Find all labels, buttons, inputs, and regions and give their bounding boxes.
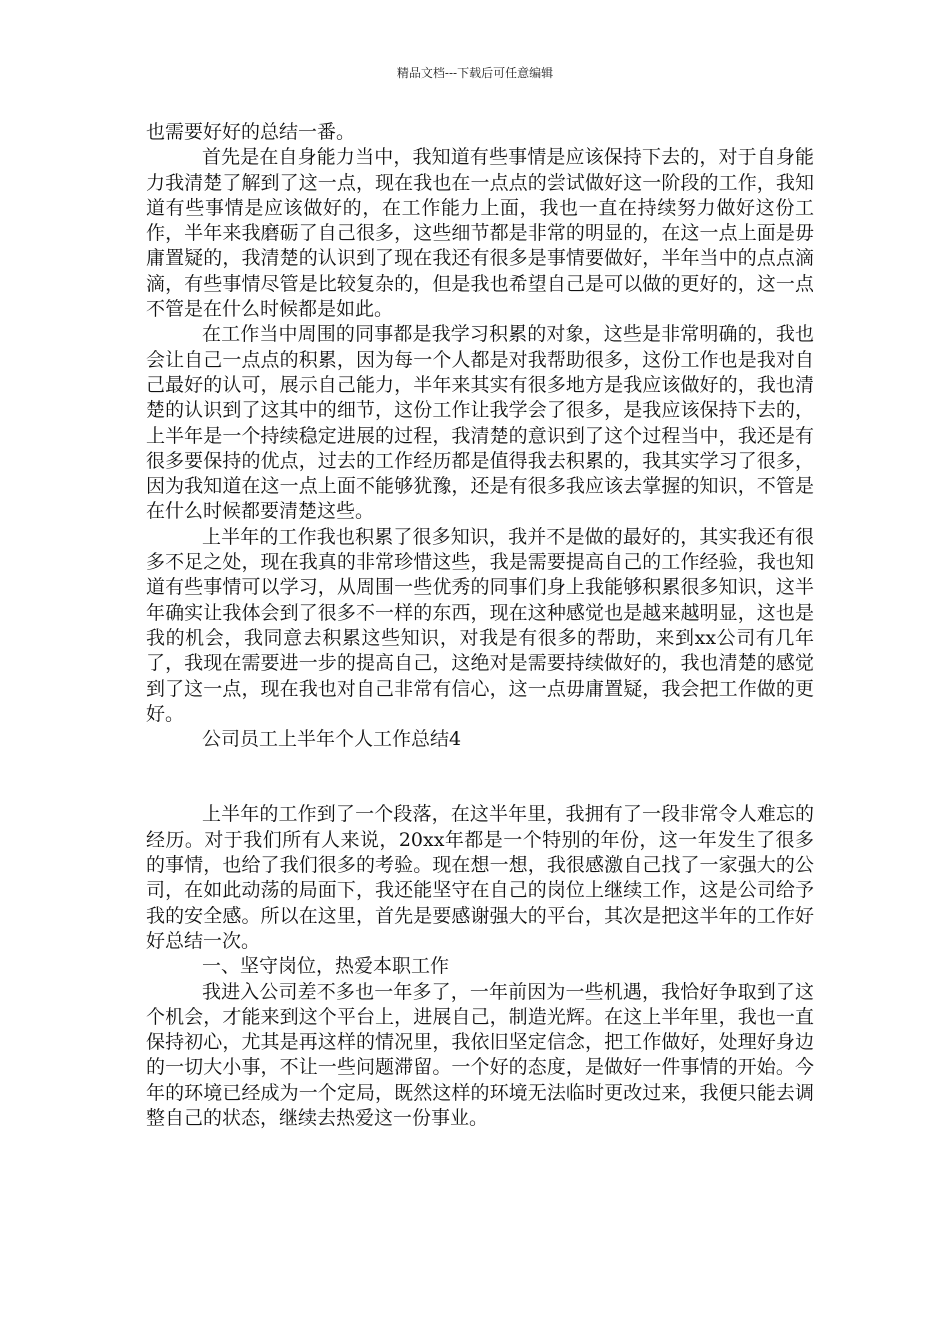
paragraph-commitment: 我进入公司差不多也一年多了，一年前因为一些机遇，我恰好争取到了这个机会，才能来到这个平台上，进展自己，制造光辉。在这上半年里，我也一直保持初心，尤其是再这样的情况里，我依旧坚定信念，把工作做好，处理好身边的一切大小事，不让一些问题滞留。一个好的态度，是做好一件事情的开始。今年的环境已经成为一个定局，既然这样的环境无法临时更改过来，我便只能去调整自己的状态，继续去热爱这一份事业。 bbox=[146, 980, 814, 1129]
section-title: 公司员工上半年个人工作总结4 bbox=[202, 728, 462, 751]
paragraph-knowledge: 上半年的工作我也积累了很多知识，我并不是做的最好的，其实我还有很多不足之处，现在我真的非常珍惜这些，我是需要提高自己的工作经验，我也知道有些事情可以学习，从周围一些优秀的同事们身上我能够积累很多知识，这半年确实让我体会到了很多不一样的东西，现在这种感觉也是越来越明显，这也是我的机会，我同意去积累这些知识，对我是有很多的帮助，来到xx公司有几年了，我现在需要进一步的提高自己，这绝对是需要持续做好的，我也清楚的感觉到了这一点，现在我也对自己非常有信心，这一点毋庸置疑，我会把工作做的更好。 bbox=[146, 525, 814, 725]
subsection-heading: 一、坚守岗位，热爱本职工作 bbox=[202, 955, 450, 978]
paragraph-colleagues: 在工作当中周围的同事都是我学习积累的对象，这些是非常明确的，我也会让自己一点点的积累，因为每一个人都是对我帮助很多，这份工作也是我对自己最好的认可，展示自己能力，半年来其实有很多地方是我应该做好的，我也清楚的认识到了这其中的细节，这份工作让我学会了很多，是我应该保持下去的，上半年是一个持续稳定进展的过程，我清楚的意识到了这个过程当中，我还是有很多要保持的优点，过去的工作经历都是值得我去积累的，我其实学习了很多，因为我知道在这一点上面不能够犹豫，还是有很多我应该去掌握的知识，不管是在什么时候都要清楚这些。 bbox=[146, 323, 814, 523]
paragraph-self-ability: 首先是在自身能力当中，我知道有些事情是应该保持下去的，对于自身能力我清楚了解到了这一点，现在我也在一点点的尝试做好这一阶段的工作，我知道有些事情是应该做好的，在工作能力上面，我也一直在持续努力做好这份工作，半年来我磨砺了自己很多，这些细节都是非常的明显的，在这一点上面是毋庸置疑的，我清楚的认识到了现在我还有很多是事情要做好，半年当中的点点滴滴，有些事情尽管是比较复杂的，但是我也希望自己是可以做的更好的，这一点不管是在什么时候都是如此。 bbox=[146, 146, 814, 321]
blank-gap bbox=[146, 752, 814, 802]
page-header: 精品文档---下载后可任意编辑 bbox=[396, 66, 554, 80]
paragraph-continuation: 也需要好好的总结一番。 bbox=[146, 121, 356, 143]
document-body bbox=[146, 120, 814, 1131]
paragraph-intro: 上半年的工作到了一个段落，在这半年里，我拥有了一段非常令人难忘的经历。对于我们所有人来说，20xx年都是一个特别的年份，这一年发生了很多的事情，也给了我们很多的考验。现在想一想，我很感激自己找了一家强大的公司，在如此动荡的局面下，我还能坚守在自己的岗位上继续工作，这是公司给予我的安全感。所以在这里，首先是要感谢强大的平台，其次是把这半年的工作好好总结一次。 bbox=[146, 803, 814, 952]
